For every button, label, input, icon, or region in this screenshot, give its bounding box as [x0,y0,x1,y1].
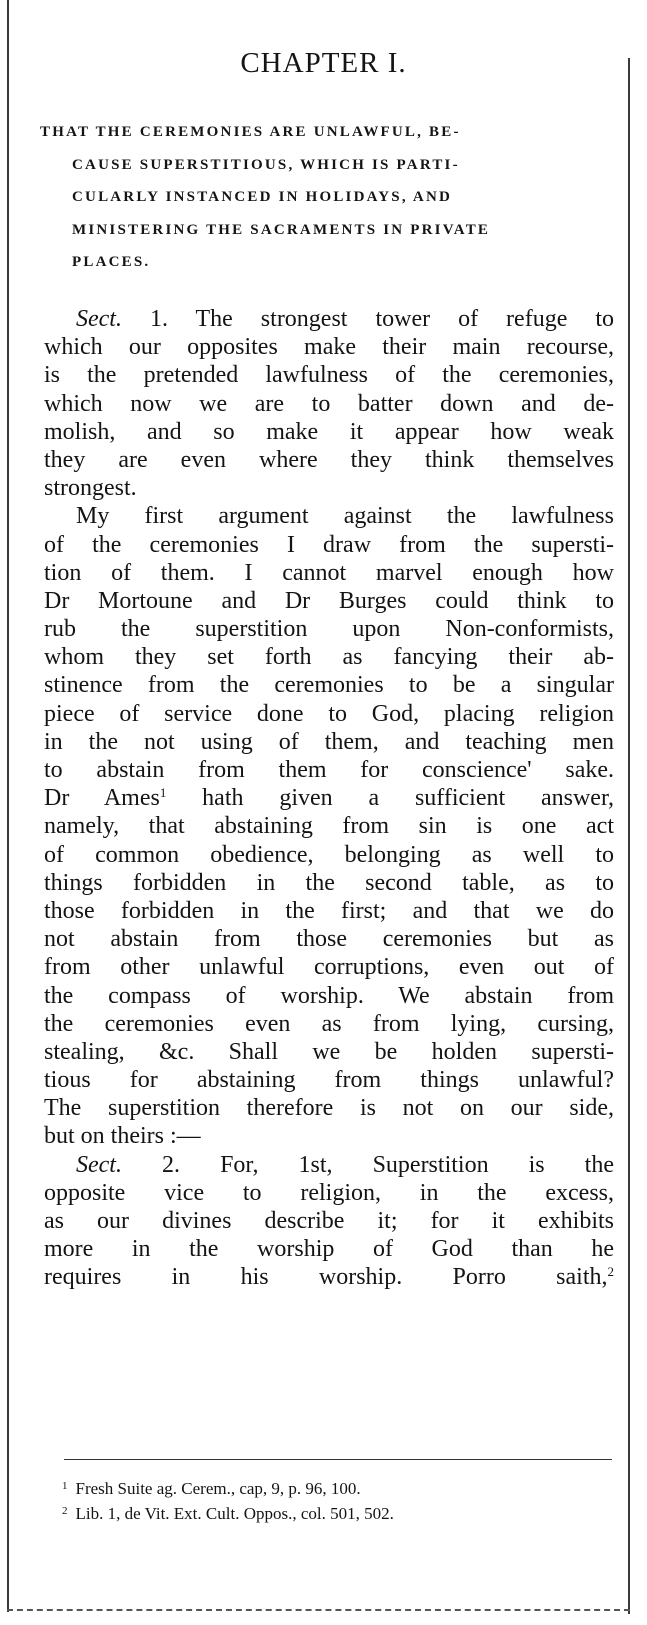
text-line: whom they set forth as fancying their ab- [44,644,614,671]
text-line: but on theirs :— [44,1123,201,1150]
text-line: of the ceremonies I draw from the supersti- [44,531,614,558]
page-border-left [7,0,9,1612]
section-label: Sect. [76,306,122,332]
heading-line: THAT THE CEREMONIES ARE UNLAWFUL, BE- [40,124,461,140]
heading-line: PLACES. [72,254,151,270]
text-line: piece of service done to God, placing religion [44,700,614,727]
text-line: in the not using of them, and teaching men [44,728,614,755]
body-text [44,305,614,1292]
text-line: molish, and so make it appear how weak [44,418,614,445]
text-line: requires in his worship. Porro saith,$^2$ [44,1264,614,1291]
text-line: stinence from the ceremonies to be a singular [44,672,614,699]
chapter-heading [40,116,612,279]
chapter-title: CHAPTER I. [240,47,407,79]
text-line: the ceremonies even as from lying, cursing, [44,1010,614,1037]
text-line: is the pretended lawfulness of the ceremonies, [44,362,614,389]
footnote-mark: 1 [62,1480,68,1492]
text-line: Dr Ames$^1$ hath given a sufficient answer, [44,785,614,812]
text-line: which now we are to batter down and de- [44,390,614,417]
page-border-right [628,58,630,1614]
footnote: $^2$ Lib. 1, de Vit. Ext. Cult. Oppos., col. 501, 502. [62,1504,394,1523]
text-line: to abstain from them for conscience' sake. [44,757,614,783]
footnote-divider [64,1459,612,1460]
text-line: of common obedience, belonging as well to [44,841,614,868]
text-line: Sect. 2. For, 1st, Superstition is the [76,1151,614,1178]
heading-line: CAUSE SUPERSTITIOUS, WHICH IS PARTI- [72,156,460,173]
text-line: they are even where they think themselves [44,446,614,473]
text-line: the compass of worship. We abstain from [44,982,614,1009]
section-label: Sect. [76,1151,122,1178]
text-line: rub the superstition upon Non-conformists, [44,616,614,643]
footnotes [62,1476,612,1526]
heading-line: MINISTERING THE SACRAMENTS IN PRIVATE [72,221,491,238]
footnote: $^1$ Fresh Suite ag. Cerem., cap, 9, p. 96, 100. [62,1479,361,1498]
page-border-bottom [7,1609,630,1611]
heading-line: CULARLY INSTANCED IN HOLIDAYS, AND [72,189,453,205]
text-line: things forbidden in the second table, as to [44,869,614,896]
text-line: The superstition therefore is not on our side, [44,1095,614,1122]
text-line: more in the worship of God than he [44,1236,614,1263]
text-line: from other unlawful corruptions, even out of [44,954,614,981]
footnote-ref: 2 [607,1264,614,1280]
text-line: namely, that abstaining from sin is one act [44,813,614,840]
text-line: My first argument against the lawfulness [76,503,614,530]
text-line: not abstain from those ceremonies but as [44,926,614,953]
text-line: tion of them. I cannot marvel enough how [44,559,614,586]
text-line: strongest. [44,475,137,502]
footnote-mark: 2 [62,1505,68,1517]
text-line: Dr Mortoune and Dr Burges could think to [44,587,614,614]
text-line: as our divines describe it; for it exhibits [44,1208,614,1234]
footnote-ref: 1 [159,785,167,801]
text-line: which our opposites make their main recourse, [44,334,614,361]
text-line: tious for abstaining from things unlawful? [44,1067,614,1094]
text-line: those forbidden in the first; and that we do [44,897,614,924]
text-line: stealing, &c. Shall we be holden supersti- [44,1038,614,1065]
text-line: opposite vice to religion, in the excess, [44,1179,614,1206]
text-line: Sect. 1. The strongest tower of refuge to [76,306,614,332]
